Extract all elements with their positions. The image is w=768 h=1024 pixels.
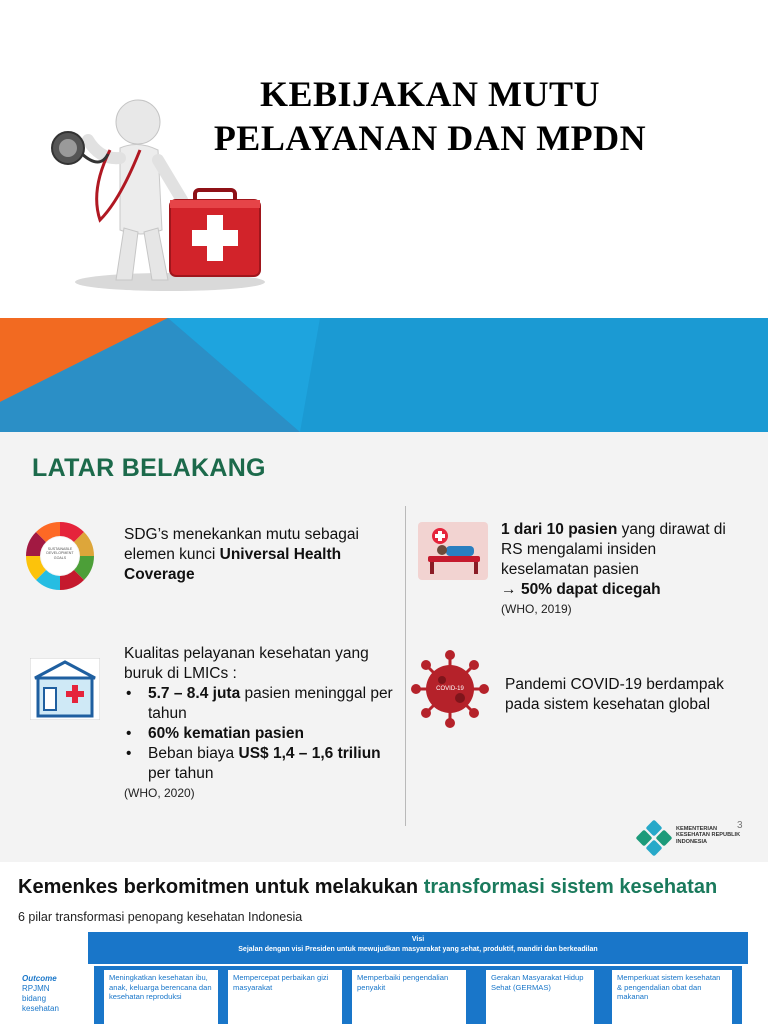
sdg-statement: SDG’s menekankan mutu sebagai elemen kunci Universal Health Coverage <box>124 526 359 583</box>
pillar-item: Memperbaiki pengendalian penyakit <box>352 970 466 1024</box>
pillar-item: Gerakan Masyarakat Hidup Sehat (GERMAS) <box>486 970 594 1024</box>
decorative-color-band <box>0 318 768 432</box>
title-line-1: KEBIJAKAN MUTU <box>259 74 601 114</box>
patient-bed-icon <box>418 522 488 580</box>
background-slide <box>0 432 768 862</box>
title-line-2: PELAYANAN DAN MPDN <box>213 118 647 158</box>
pillar-item: Meningkatkan kesehatan ibu, anak, keluarga berencana dan kesehatan reproduksi <box>104 970 218 1024</box>
hospital-icon <box>30 658 100 720</box>
patient-safety-block: 1 dari 10 pasien yang dirawat di RS mengalami insiden keselamatan pasien → 50% dapat dicegah <box>501 521 726 598</box>
covid-statement: Pandemi COVID-19 berdampak pada sistem kesehatan global <box>505 676 724 713</box>
section-heading: LATAR BELAKANG <box>32 454 266 482</box>
patient-ratio: 1 dari 10 pasien <box>501 521 618 538</box>
lmic-quality-block <box>124 644 399 784</box>
visi-text: Sejalan dengan visi Presiden untuk mewujudkan masyarakat yang sehat, produktif, mandiri dan berkeadilan <box>238 946 598 953</box>
outcome-text: RPJMN bidang kesehatan <box>22 984 59 1013</box>
transformation-slide <box>0 862 768 1024</box>
virus-label: COVID-19 <box>436 686 464 692</box>
visi-title: Visi <box>411 936 425 943</box>
outcome-label: Outcome RPJMN bidang kesehatan <box>22 974 62 1014</box>
page-number: 3 <box>737 820 743 831</box>
patient-source: (WHO, 2019) <box>501 602 572 616</box>
lmic-intro: Kualitas pelayanan kesehatan yang buruk di LMICs : <box>124 645 369 682</box>
pillar-item: Mempercepat perbaikan gizi masyarakat <box>228 970 342 1024</box>
column-divider <box>405 506 406 826</box>
visi-banner <box>88 932 748 964</box>
slide-title <box>150 72 710 160</box>
transformation-subtitle: 6 pilar transformasi penopang kesehatan Indonesia <box>18 910 303 924</box>
pillars-row <box>94 966 742 1024</box>
lmic-bullets <box>124 684 399 784</box>
sdg-badge-text: SUSTAINABLE DEVELOPMENT GOALS <box>46 547 74 560</box>
kemenkes-logo <box>634 818 754 858</box>
lmic-bullet-cost: • Beban biaya US$ 1,4 – 1,6 triliun per tahun <box>124 744 399 784</box>
arrow-icon: → <box>501 581 517 598</box>
title-highlight: transformasi sistem kesehatan <box>423 876 718 898</box>
lmic-source: (WHO, 2020) <box>124 786 195 800</box>
lmic-bullet-deaths: • 5.7 – 8.4 juta pasien meninggal per tahun <box>124 684 399 724</box>
pillar-item: Memperkuat sistem kesehatan & pengendalian obat dan makanan <box>612 970 732 1024</box>
logo-text: KEMENTERIAN KESEHATAN REPUBLIK INDONESIA <box>676 826 741 845</box>
kemenkes-logo-icon <box>634 818 674 858</box>
lmic-bullet-death-share: • 60% kematian pasien <box>124 724 399 744</box>
transformation-title: Kemenkes berkomitmen untuk melakukan transformasi sistem kesehatan <box>18 876 718 898</box>
title-slide <box>0 0 768 432</box>
uhc-emphasis: Universal Health Coverage <box>124 546 342 583</box>
